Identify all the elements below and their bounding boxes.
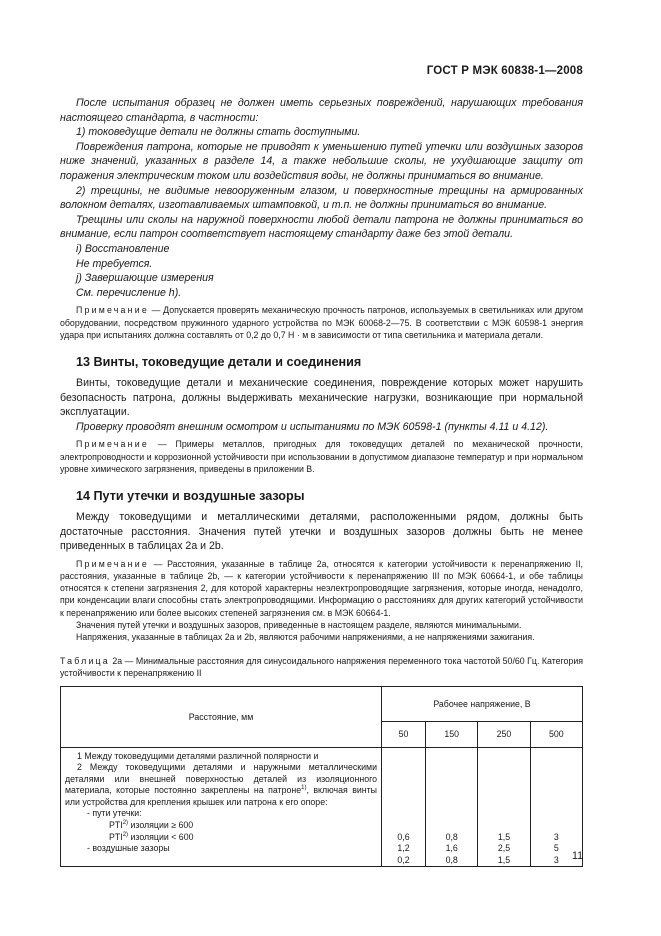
item-j-text: См. перечисление h). xyxy=(76,286,182,299)
value-cell: 5 xyxy=(553,843,559,854)
distances-table xyxy=(60,686,583,868)
item-j-title: j) Завершающие измерения xyxy=(76,272,214,285)
table-caption-label: Таблица xyxy=(60,656,110,667)
pti-low-b: изоляции < 600 xyxy=(128,831,194,842)
pti-low-label xyxy=(65,832,377,844)
value-cell: 3 xyxy=(553,854,559,865)
table-caption xyxy=(60,655,583,679)
intro-paragraph: Повреждения патрона, которые не приводят к уменьшению путей утечки или воздушных зазоров ниже значений, указанных в разделе 14, а также небольшие сколы, не ухудшающие защиту от поражения электрическим током или воздействия воды, не должны приниматься во внимание. xyxy=(60,140,583,182)
page-content xyxy=(60,96,583,867)
note-paragraph xyxy=(60,304,583,341)
section-14-note-line: Напряжения, указанные в таблицах 2а и 2b, являются рабочими напряжениями, а не напряжениями зажигания. xyxy=(76,631,535,642)
value-cell: 3 xyxy=(553,831,559,842)
values-500 xyxy=(530,747,582,867)
row-description xyxy=(61,747,382,867)
intro-item-1: 1) токоведущие детали не должны стать доступными. xyxy=(76,126,361,139)
value-cell: 0,2 xyxy=(397,854,410,865)
column-header-distance: Расстояние, мм xyxy=(61,686,382,747)
clearance-label: - воздушные зазоры xyxy=(87,843,170,854)
section-14-note-line: Значения путей утечки и воздушных зазоров, приведенные в настоящем разделе, являются минимальными. xyxy=(76,619,522,630)
row-line-2 xyxy=(65,762,377,808)
column-header-voltage: Рабочее напряжение, В xyxy=(382,686,583,722)
value-cell: 1,6 xyxy=(445,843,458,854)
pti-high-label xyxy=(65,820,377,832)
intro-item-2: 2) трещины, не видимые невооруженным глазом, и поверхностные трещины на армированных волокном деталях, изготавливаемых штамповкой, и т.п. не должны приниматься во внимание. xyxy=(60,184,583,212)
section-13-paragraph: Винты, токоведущие детали и механические соединения, повреждение которых может нарушить безопасность патрона, должны выдерживать механические нагрузки, возникающие при нормальной эксплуатации. xyxy=(60,376,583,419)
voltage-50: 50 xyxy=(382,722,426,747)
pti-high-a: PTI xyxy=(109,820,123,831)
item-i-text: Не требуется. xyxy=(76,257,153,270)
creepage-label: - пути утечки: xyxy=(87,808,142,819)
note-label: Примечание xyxy=(76,305,149,316)
note-paragraph xyxy=(60,558,583,619)
value-cell: 1,5 xyxy=(497,854,511,865)
note-paragraph xyxy=(60,438,583,475)
table-caption-text: 2а — Минимальные расстояния для синусоидального напряжения переменного тока частотой 50/60 Гц. Категория устойчивости к перенапряжению II xyxy=(60,656,583,679)
section-13-title: 13 Винты, токоведущие детали и соединения xyxy=(76,354,362,369)
row-line-1: 1 Между токоведущими деталями различной полярности и xyxy=(77,750,319,761)
voltage-150: 150 xyxy=(426,722,478,747)
note-text: — Допускается проверять механическую прочность патронов, используемых в светильниках или другом оборудовании, посредством пружинного ударного устройства по МЭК 60068-2—75. В соответствии с МЭК 60598-1 энергия удара при испытаниях должна составлять от 0,2 до 0,7 Н · м в зависимости от типа светильника и материала детали. xyxy=(60,305,583,340)
voltage-500: 500 xyxy=(530,722,582,747)
intro-paragraph: Трещины или сколы на наружной поверхности любой детали патрона не должны приниматься во внимание, если патрон соответствует настоящему стандарту даже без этой детали. xyxy=(60,213,583,241)
note-text: — Примеры металлов, пригодных для токоведущих деталей по механической прочности, электропроводности и коррозионной устойчивости при использовании в допустимом диапазоне температур и при нормальном уровне химического загрязнения, приведены в приложении В. xyxy=(60,439,583,474)
footnote-1: 1) xyxy=(301,785,307,792)
section-13-check: Проверку проводят внешним осмотром и испытаниями по МЭК 60598-1 (пункты 4.11 и 4.12). xyxy=(76,420,549,433)
note-label: Примечание xyxy=(76,439,149,450)
row-line-2-tail: , включая винты или устройства для крепления крышек или патрона к его опоре: xyxy=(65,785,378,807)
intro-paragraph: После испытания образец не должен иметь серьезных повреждений, нарушающих требования настоящего стандарта, в частности: xyxy=(60,97,583,124)
table-row xyxy=(61,747,583,867)
value-cell: 2,5 xyxy=(497,843,511,854)
row-line-2-text: 2 Между токоведущими деталями и наружными металлическими деталями или внешней поверхностью деталей из изоляционного материала, которые постоянно закреплены на патроне xyxy=(65,762,377,796)
footnote-2: 2) xyxy=(122,820,129,827)
value-cell: 0,6 xyxy=(397,831,410,842)
pti-low-a: PTI xyxy=(109,831,123,842)
standard-header: ГОСТ Р МЭК 60838-1—2008 xyxy=(426,65,583,77)
value-cell: 1,2 xyxy=(397,843,410,854)
values-250 xyxy=(478,747,530,867)
item-i-title: i) Восстановление xyxy=(76,242,170,255)
value-cell: 0,8 xyxy=(445,831,458,842)
section-14-title: 14 Пути утечки и воздушные зазоры xyxy=(76,488,305,503)
page-number: 11 xyxy=(572,850,583,862)
values-150 xyxy=(426,747,478,867)
section-14-paragraph: Между токоведущими и металлическими деталями, расположенными рядом, должны быть достаточные расстояния. Значения путей утечки и воздушных зазоров должны быть не менее приведенных в таблицах 2а и 2b. xyxy=(60,510,583,553)
value-cell: 0,8 xyxy=(445,854,458,865)
pti-high-b: изоляции ≥ 600 xyxy=(128,820,194,831)
note-text: — Расстояния, указанные в таблице 2а, относятся к категории устойчивости к перенапряжению II, расстояния, указанные в таблице 2b, — к категории устойчивости к перенапряжению III по МЭК 60664-1, и обе таблицы относятся к степени загрязнения 2, для которой характерны неэлектропроводящие загрязнения, которые иногда, ненадолго, при конденсации влаги способны стать электропроводящими. Информацию о расстояниях для других категорий устойчивости к перенапряжению или более высоких степеней загрязнения см. в МЭК 60664-1. xyxy=(60,558,583,618)
values-50 xyxy=(382,747,426,867)
footnote-2: 2) xyxy=(122,831,129,838)
note-label: Примечание xyxy=(76,558,149,569)
voltage-250: 250 xyxy=(478,722,530,747)
value-cell: 1,5 xyxy=(497,831,511,842)
